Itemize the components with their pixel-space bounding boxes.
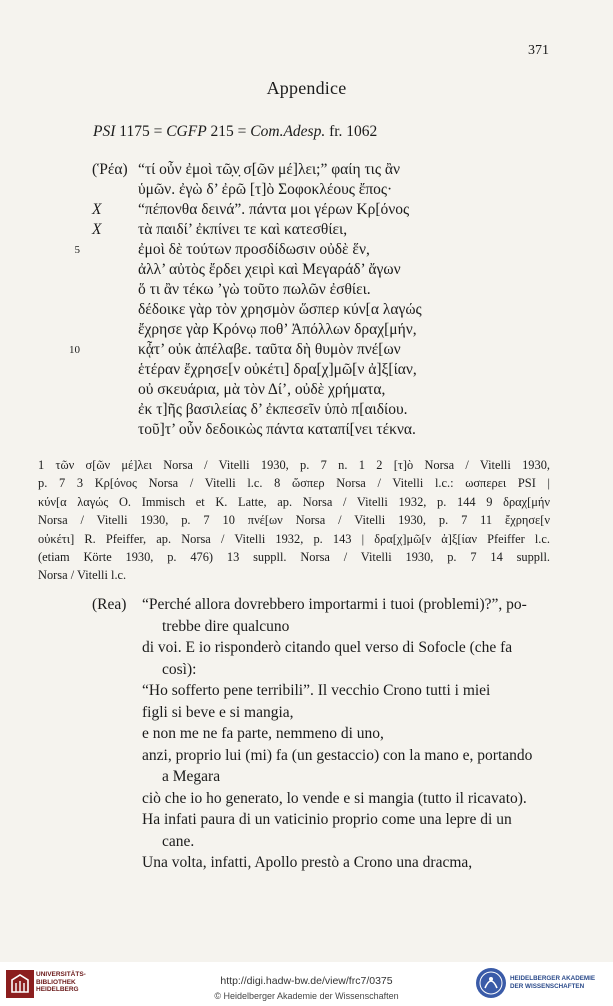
line-number: 10 (69, 344, 80, 356)
greek-line (0, 200, 613, 220)
permalink-url[interactable]: http://digi.hadw-bw.de/view/frc7/0375 (220, 975, 393, 987)
greek-line (0, 400, 613, 420)
greek-verse-text: ἑτέραν ἔχρησε[ν οὐκέτι] δρα[χ]μῶ[ν ἀ]ξ[ίαν, (138, 361, 417, 378)
greek-verse-text: “τί οὖν ἐμοὶ τῶ̣ν̣ σ[ῶν μέ]λει;” φαίη τις ἂν (138, 161, 400, 178)
translation-text: Ha infati paura di un vaticinio proprio come una lepre di un (142, 811, 512, 828)
greek-verse-text: τοῦ]τ’ οὖν δεδοικὼς πάντα καταπί[νει τέκνα. (138, 421, 416, 438)
apparatus-line: κύν[α λαγώς O. Immisch et K. Latte, ap. Norsa / Vitelli 1932, p. 144 9 δραχ[μήν (38, 494, 550, 509)
translation-line (0, 788, 613, 810)
greek-line (0, 260, 613, 280)
greek-verse-text: ὑμῶν. ἐγὼ δ’ ἐρῶ [τ]ὸ Σοφοκλέους ἔπος· (138, 181, 393, 198)
greek-line (0, 300, 613, 320)
line-number: 5 (74, 244, 80, 256)
greek-verse-text: κᾆτ’ οὐκ ἀπέλαβε. ταῦτα δὴ θυμὸν πνέ[ων (138, 341, 401, 358)
ub-label-line-3: HEIDELBERG (36, 986, 79, 993)
greek-verse-text: ἀλλ’ αὐτὸς ἔρδει χειρὶ καὶ Μεγαράδ’ ἄγων (138, 261, 401, 278)
greek-text (0, 160, 613, 440)
greek-line (0, 280, 613, 300)
source-fr: fr. 1062 (325, 123, 378, 140)
speaker-label: (Rea) (92, 596, 127, 613)
speaker-label: (Ῥέα) (92, 161, 128, 178)
translation-line (0, 680, 613, 702)
translation-line (0, 723, 613, 745)
apparatus-line: 1 τῶν σ[ῶν μέ]λει Norsa / Vitelli 1930, p. 7 n. 1 2 [τ]ὸ Norsa / Vitelli 1930, (38, 458, 550, 472)
greek-verse-text: ὅ τι ἂν τέκω ’γὼ τοῦτο πωλῶν ἐσθίει. (138, 281, 371, 298)
apparatus-line: p. 7 3 Κρ[όνος Norsa / Vitelli l.c. 8 ὥσπερ Norsa / Vitelli l.c.: ωσπερει PSI | (38, 476, 550, 491)
greek-line (0, 240, 613, 260)
translation-text: così): (162, 660, 197, 678)
translation-text: “Ho sofferto pene terribili”. Il vecchio Crono tutti i miei (142, 682, 491, 699)
apparatus-line: Norsa / Vitelli l.c. (38, 568, 127, 583)
page-title: Appendice (266, 78, 347, 98)
greek-verse-text: τὰ παιδί’ ἐκπίνει τε καὶ κατεσθίει, (138, 221, 348, 238)
translation-text: Una volta, infatti, Apollo prestò a Crono una dracma, (142, 854, 473, 871)
digital-library-footer (0, 962, 613, 1006)
greek-line (0, 320, 613, 340)
translation-line (0, 594, 613, 616)
greek-line (0, 360, 613, 380)
translation-line (0, 745, 613, 767)
source-reference (93, 123, 377, 141)
greek-line (0, 180, 613, 200)
source-psi: PSI (93, 123, 116, 140)
greek-line (0, 340, 613, 360)
greek-line (0, 160, 613, 180)
academy-label-line-2: DER WISSENSCHAFTEN (510, 983, 585, 990)
greek-line (0, 420, 613, 440)
apparatus-line: Norsa / Vitelli 1930, p. 7 10 πνέ[ων Norsa / Vitelli 1930, p. 7 11 ἔχρησε[ν (38, 513, 550, 528)
translation-line (0, 702, 613, 724)
ub-label-line-2: BIBLIOTHEK (36, 978, 76, 986)
apparatus-line: (etiam Körte 1930, p. 476) 13 suppll. Norsa / Vitelli 1930, p. 7 14 suppll. (38, 550, 550, 565)
translation-text: trebbe dire qualcuno (162, 617, 290, 635)
translation-line (0, 809, 613, 831)
source-cgfp: CGFP (166, 123, 207, 140)
translation-line (0, 659, 613, 681)
page-number: 371 (528, 43, 549, 58)
academy-label (510, 975, 595, 991)
source-cgfp-num: 215 = (206, 123, 251, 140)
greek-verse-text: δέδοικε γὰρ τὸν χρησμὸν ὥσπερ κύν[α λαγώς (138, 301, 422, 318)
translation-line (0, 637, 613, 659)
greek-verse-text: οὐ σκευάρια, μὰ τὸν Δί’, οὐδὲ χρήματα, (138, 381, 386, 398)
copyright-notice: © Heidelberger Akademie der Wissenschaften (214, 991, 399, 1001)
translation-line (0, 831, 613, 853)
source-comadesp: Com.Adesp. (250, 123, 326, 140)
translation-text: e non me ne fa parte, nemmeno di uno, (142, 725, 384, 742)
critical-apparatus (38, 456, 550, 585)
greek-line (0, 380, 613, 400)
translation-text: di voi. E io risponderò citando quel verso di Sofocle (che fa (142, 639, 513, 656)
greek-verse-text: ἐμοὶ δὲ τούτων προσδίδωσιν οὐδὲ ἕν, (138, 241, 370, 258)
greek-verse-text: “πέπονθα δεινά”. πάντα μοι γέρων Κρ[όνος (138, 201, 410, 218)
translation-text: anzi, proprio lui (mi) fa (un gestaccio) con la mano e, portando (142, 746, 533, 764)
translation-text: ciò che io ho generato, lo vende e si mangia (tutto il ricavato). (142, 789, 527, 807)
ub-label-line-1: UNIVERSITÄTS- (36, 971, 86, 978)
apparatus-line: οὐκέτι] R. Pfeiffer, ap. Norsa / Vitelli 1932, p. 143 | δρα[χ]μῶ[ν ἀ]ξ[ίαν Pfeiffer l.c. (38, 531, 550, 546)
academy-label-line-1: HEIDELBERGER AKADEMIE (510, 975, 596, 982)
greek-verse-text: ἐκ τ]ῆς βασιλείας δ’ ἐκπεσεῖν ὑπὸ π[αιδίου. (138, 401, 408, 418)
translation-line (0, 616, 613, 638)
speaker-label: X (92, 201, 102, 218)
translation-text: a Megara (162, 768, 221, 785)
greek-verse-text: ἔχρησε γὰρ Κρόνῳ ποθ’ Ἀπόλλων δραχ[μήν, (138, 321, 417, 338)
translation-text: “Perché allora dovrebbero importarmi i tuoi (problemi)?”, po- (142, 596, 527, 613)
translation-line (0, 852, 613, 874)
source-psi-num: 1175 = (115, 123, 167, 140)
translation-line (0, 766, 613, 788)
translation-text: cane. (162, 832, 195, 850)
translation-text: figli si beve e si mangia, (142, 703, 294, 721)
greek-line (0, 220, 613, 240)
academy-logo-icon[interactable] (474, 966, 508, 1000)
speaker-label: X (92, 221, 102, 238)
italian-translation (0, 594, 613, 874)
